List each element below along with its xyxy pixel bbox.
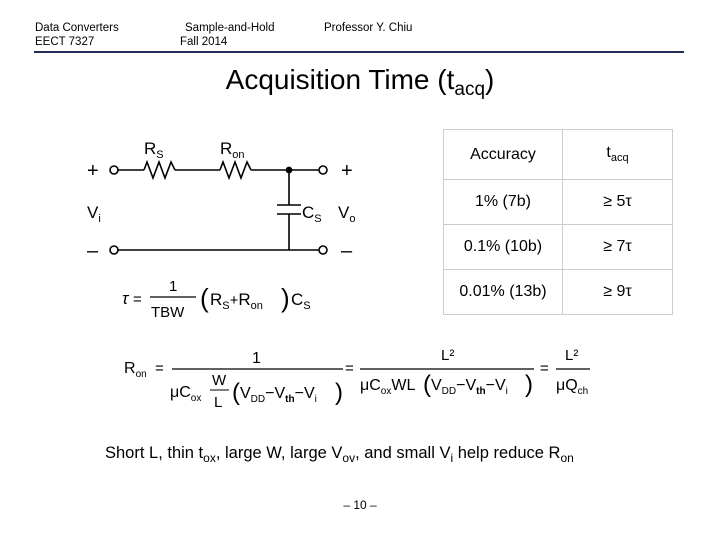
table-header-accuracy: Accuracy: [444, 130, 563, 180]
ron-lhs: $R_{on}$: [124, 360, 147, 380]
tau-denominator: TBW: [151, 304, 185, 321]
vo-minus-sign: –: [341, 240, 353, 262]
ron-equals-3: =: [540, 360, 549, 377]
table-cell-accuracy: 0.01% (13b): [444, 270, 563, 315]
ron-f1-volt-terms: $V_{DD}-V_{th}-V_i$: [240, 385, 317, 405]
summary-note: Short L, thin $t_{ox}$, large W, large $V_{ov}$, and small $V_i$ help reduce $R_{on}$: [105, 444, 574, 465]
table-row: [444, 180, 673, 225]
vi-label: $V_i$: [87, 203, 101, 225]
vo-plus-sign: +: [341, 160, 353, 182]
ron-f1-mucox: $\mu C_{ox}$: [170, 384, 202, 404]
tau-paren-close: ): [281, 283, 290, 313]
rs-label: $R_S$: [144, 139, 164, 161]
tau-paren-open: (: [200, 283, 209, 313]
ron-resistor: [220, 162, 251, 178]
ron-label: $R_{on}$: [220, 139, 245, 161]
table-row: [444, 225, 673, 270]
vo-label: $V_o$: [338, 203, 356, 225]
title-sub: acq: [454, 79, 486, 100]
ron-f1-w: W: [212, 372, 227, 389]
ron-f3-numerator: L²: [565, 347, 579, 364]
course-line1: Data Converters: [35, 22, 119, 34]
rs-resistor: [144, 162, 175, 178]
ron-formula: [124, 347, 590, 411]
ron-f3-denominator: $\mu Q_{ch}$: [556, 377, 589, 397]
input-minus-terminal: [110, 246, 118, 254]
ron-equals-2: =: [345, 360, 354, 377]
topic-line2: Fall 2014: [180, 36, 228, 48]
ron-f2-volt-terms: $V_{DD}-V_{th}-V_i$: [431, 377, 508, 397]
tau-numerator: 1: [169, 278, 178, 295]
ron-f1-paren-close: ): [335, 379, 343, 406]
table-header-row: [444, 130, 673, 180]
ron-f2-paren-open: (: [423, 371, 431, 398]
table-cell-tacq: ≥ 7τ: [563, 225, 673, 270]
tau-rs: $R_S+R_{on}$: [210, 290, 263, 312]
author: Professor Y. Chiu: [324, 22, 413, 34]
page-number: – 10 –: [343, 498, 377, 512]
ron-equals-1: =: [155, 360, 164, 377]
tau-equals: =: [133, 291, 142, 308]
tau-symbol: τ: [122, 289, 129, 308]
vi-plus-sign: +: [87, 160, 99, 182]
table-header-tacq: $t_{acq}$: [563, 130, 673, 180]
topic-line1: Sample-and-Hold: [185, 22, 275, 34]
title-main: Acquisition Time (t: [225, 64, 455, 95]
table-cell-accuracy: 1% (7b): [444, 180, 563, 225]
table-cell-tacq: ≥ 5τ: [563, 180, 673, 225]
course-line2: EECT 7327: [35, 36, 95, 48]
ron-f1-numerator: 1: [252, 350, 261, 367]
ron-f2-paren-close: ): [525, 371, 533, 398]
table-cell-tacq: ≥ 9τ: [563, 270, 673, 315]
title-close: ): [485, 64, 495, 95]
ron-f1-l: L: [214, 394, 223, 411]
ron-f2-denominator: $\mu C_{ox}WL$: [360, 377, 416, 397]
ron-f1-paren-open: (: [232, 379, 240, 406]
table-row: [444, 270, 673, 315]
output-minus-terminal: [319, 246, 327, 254]
input-plus-terminal: [110, 166, 118, 174]
accuracy-table: [443, 129, 673, 315]
output-plus-terminal: [319, 166, 327, 174]
vi-minus-sign: –: [87, 240, 99, 262]
tau-formula: [122, 278, 311, 321]
tau-cs: $C_S$: [291, 290, 311, 312]
cs-label: $C_S$: [302, 203, 322, 225]
ron-f2-numerator: L²: [441, 347, 455, 364]
table-cell-accuracy: 0.1% (10b): [444, 225, 563, 270]
